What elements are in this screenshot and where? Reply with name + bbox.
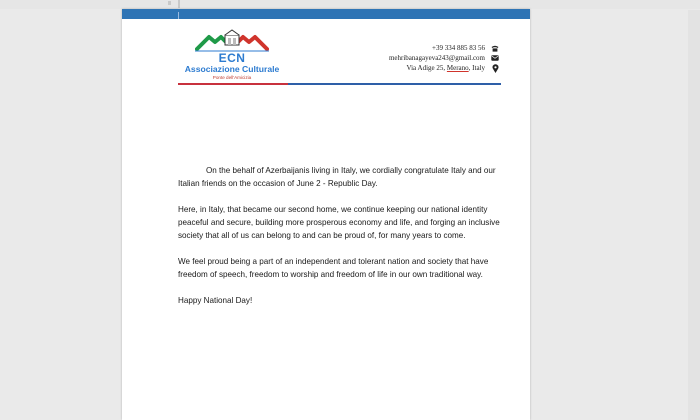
logo-name: Associazione Culturale — [184, 64, 280, 74]
ruler-mark — [168, 1, 171, 5]
letter-paragraph: We feel proud being a part of an independent and tolerant nation and society that have freedom of speech, freedom to worship and freedom of life in our own traditional way. — [178, 257, 489, 279]
envelope-icon — [491, 54, 499, 62]
logo-acronym: ECN — [218, 51, 246, 65]
contact-email — [299, 53, 499, 63]
bridge-logo-icon — [195, 29, 269, 53]
contact-phone — [299, 43, 499, 53]
contact-block — [299, 43, 499, 73]
header-ribbon — [122, 9, 530, 19]
phone-icon — [491, 44, 499, 52]
location-pin-icon — [491, 64, 499, 72]
app-top-strip — [0, 0, 700, 9]
contact-address — [299, 63, 499, 73]
text-cursor — [178, 12, 179, 19]
address-text: Via Adige 25, Merano, Italy — [406, 64, 485, 72]
email-text: mehribanagayeva243@gmail.com — [388, 54, 485, 62]
letterhead-rule-red — [178, 83, 288, 85]
letter-closing: Happy National Day! — [178, 296, 253, 305]
letterhead-rule-blue — [288, 83, 501, 85]
letter-body[interactable] — [178, 164, 508, 320]
letter-paragraph: On the behalf of Azerbaijanis living in Italy, we cordially congratulate Italy and our Italian friends on the occasion of June 2 - Republic Day. — [178, 166, 496, 188]
ruler-mark — [178, 0, 180, 8]
vertical-scrollbar[interactable] — [688, 10, 700, 420]
logo-tagline: Ponte dell'Amicizia — [212, 75, 252, 80]
letter-paragraph: Here, in Italy, that became our second home, we continue keeping our national identity peaceful and secure, building more prosperous economy and life, and forging an inclusive society that all of us can belong to and can be proud of, for many years to come. — [178, 205, 500, 240]
phone-text: +39 334 885 83 56 — [432, 44, 485, 52]
document-page[interactable] — [122, 9, 530, 420]
organization-logo — [177, 29, 287, 84]
